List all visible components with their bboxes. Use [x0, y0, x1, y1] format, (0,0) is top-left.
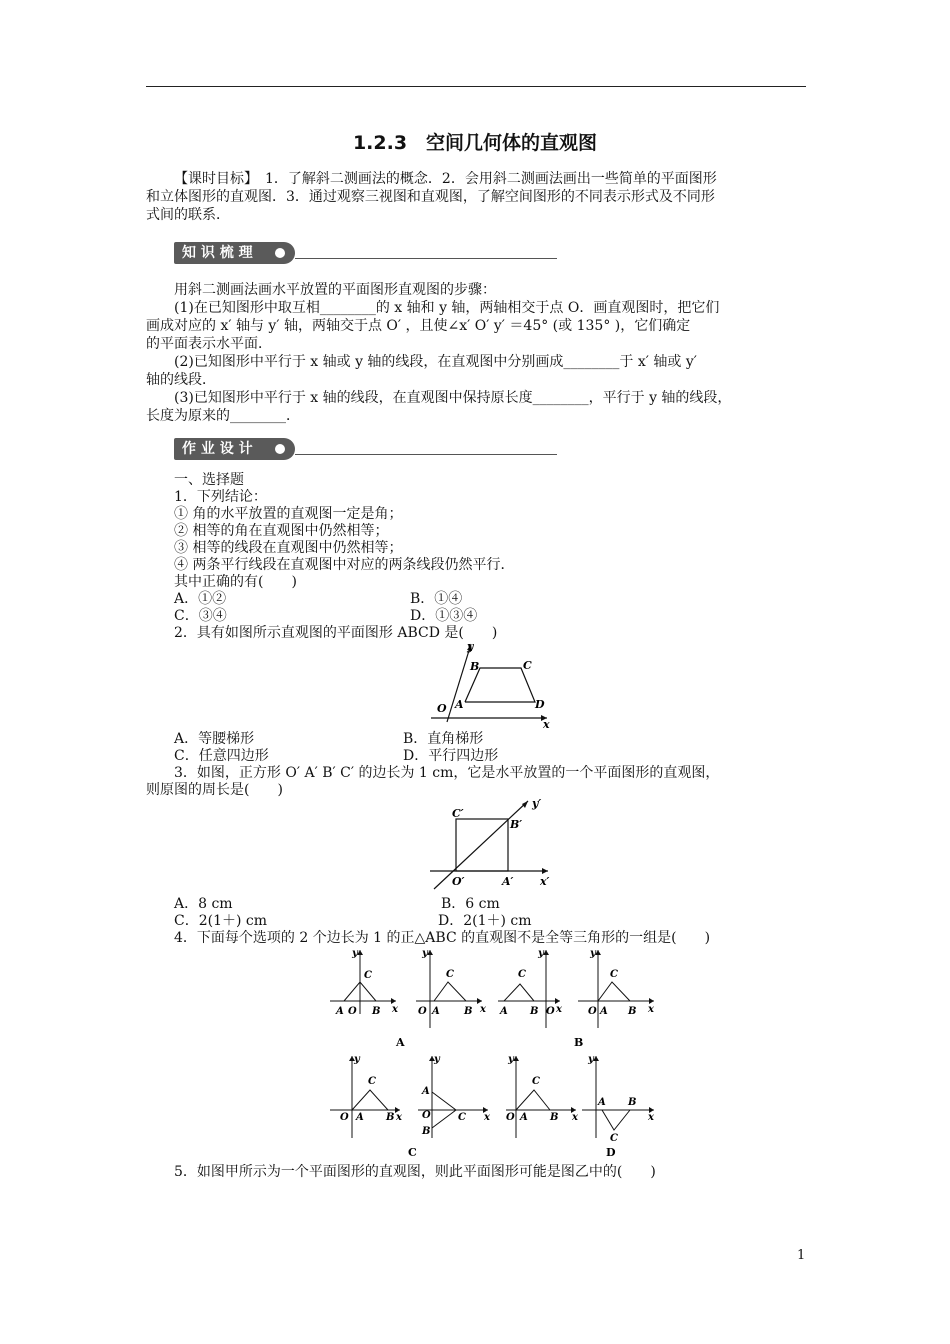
q1-item-3: ③ 相等的线段在直观图中仍然相等； — [174, 540, 403, 556]
knowledge-line-7: (3)已知图形中平行于 x 轴的线段，在直观图中保持原长度________，平行于 y 轴的线段， — [174, 390, 732, 406]
svg-text:O: O — [422, 1110, 431, 1121]
page-title: 1.2.3 空间几何体的直观图 — [352, 132, 598, 154]
q3-label-b: B′ — [510, 818, 523, 831]
svg-text:O: O — [588, 1006, 597, 1017]
svg-text:C: C — [610, 1133, 618, 1144]
q3-label-c: C′ — [452, 807, 464, 820]
section-rule — [295, 454, 557, 455]
svg-text:B: B — [628, 1006, 637, 1017]
svg-text:A: A — [500, 1006, 508, 1017]
q4-option-c-label: C — [408, 1146, 417, 1159]
q1-option-a: A．①② — [174, 591, 227, 607]
q2-trapezoid-figure — [425, 638, 565, 728]
svg-text:C: C — [610, 969, 618, 980]
objectives-line-1: 【课时目标】 1．了解斜二测画法的概念．2．会用斜二测画法画出一些简单的平面图形 — [174, 171, 717, 187]
q3-square-figure — [420, 795, 560, 895]
objectives-line-2: 和立体图形的直观图．3．通过观察三视图和直观图，了解空间图形的不同表示形式及不同形 — [146, 189, 715, 205]
q4-a2-diagram — [416, 948, 487, 1028]
q4-options-ab-figure — [320, 944, 660, 1056]
svg-text:A: A — [520, 1112, 528, 1123]
svg-text:y: y — [422, 948, 428, 959]
q4-option-b-label: B — [574, 1036, 584, 1049]
q4-a1-diagram — [330, 948, 399, 1017]
question-heading: 一、选择题 — [174, 472, 244, 488]
objectives-line-3: 式间的联系． — [146, 207, 230, 223]
q2-label-a: A — [455, 698, 464, 711]
q4-option-a-label: A — [396, 1036, 405, 1049]
svg-text:O: O — [348, 1006, 357, 1017]
section-rule — [295, 258, 557, 259]
svg-text:B: B — [422, 1126, 431, 1137]
svg-text:B: B — [628, 1097, 637, 1108]
q1-item-4: ④ 两条平行线段在直观图中对应的两条线段仍然平行． — [174, 557, 515, 573]
svg-text:A: A — [600, 1006, 608, 1017]
svg-text:x: x — [484, 1112, 490, 1123]
q1-ask: 其中正确的有( ) — [174, 574, 297, 590]
q2-option-a: A．等腰梯形 — [174, 731, 255, 747]
svg-text:y: y — [538, 948, 544, 959]
q2-label-o: O — [437, 702, 447, 715]
bullet-dot-icon — [275, 444, 285, 454]
svg-text:A: A — [422, 1086, 430, 1097]
q1-option-b: B．①④ — [410, 591, 463, 607]
q4-b2-diagram — [578, 948, 655, 1028]
q3-option-d: D．2(1＋) cm — [438, 913, 532, 929]
q1-option-d: D．①③④ — [410, 608, 478, 624]
q4-options-cd-figure — [320, 1050, 660, 1160]
svg-text:O: O — [546, 1006, 555, 1017]
q5-stem: 5．如图甲所示为一个平面图形的直观图，则此平面图形可能是图乙中的( ) — [174, 1164, 656, 1180]
svg-text:y: y — [434, 1054, 440, 1065]
svg-text:A: A — [336, 1006, 344, 1017]
q3-label-x: x′ — [540, 875, 550, 888]
svg-text:C: C — [518, 969, 526, 980]
q4-stem: 4．下面每个选项的 2 个边长为 1 的正△ABC 的直观图不是全等三角形的一组是( ) — [174, 930, 711, 946]
svg-text:x: x — [556, 1004, 562, 1015]
q1-item-1: ① 角的水平放置的直观图一定是角； — [174, 506, 403, 522]
svg-text:C: C — [458, 1112, 466, 1123]
section-homework-label: 作 业 设 计 — [174, 438, 295, 460]
svg-text:x: x — [392, 1004, 398, 1015]
svg-text:B: B — [550, 1112, 559, 1123]
svg-text:B: B — [530, 1006, 539, 1017]
q3-label-a: A′ — [502, 875, 514, 888]
svg-text:x: x — [396, 1112, 402, 1123]
svg-text:x: x — [648, 1004, 654, 1015]
q2-label-x: x — [543, 718, 550, 728]
q3-option-c: C．2(1＋) cm — [174, 913, 268, 929]
svg-text:A: A — [356, 1112, 364, 1123]
svg-text:A: A — [598, 1097, 606, 1108]
svg-text:B: B — [386, 1112, 395, 1123]
q3-stem-1: 3．如图，正方形 O′ A′ B′ C′ 的边长为 1 cm，它是水平放置的一个平面图形的直观图， — [174, 765, 720, 781]
knowledge-line-2: (1)在已知图形中取互相________的 x 轴和 y 轴，两轴相交于点 O．画直观图时，把它们 — [174, 300, 720, 316]
svg-text:y: y — [590, 948, 596, 959]
svg-text:y: y — [508, 1054, 514, 1065]
svg-text:A: A — [432, 1006, 440, 1017]
svg-text:x: x — [648, 1112, 654, 1123]
bullet-dot-icon — [275, 248, 285, 258]
knowledge-line-5: (2)已知图形中平行于 x 轴或 y 轴的线段，在直观图中分别画成________于 x′ 轴或 y′ — [174, 354, 697, 370]
svg-text:C: C — [368, 1076, 376, 1087]
q2-option-b: B．直角梯形 — [403, 731, 484, 747]
q4-d2-diagram — [582, 1054, 655, 1144]
q4-option-d-label: D — [606, 1146, 616, 1159]
q2-label-d: D — [535, 698, 545, 711]
q2-label-c: C — [523, 659, 532, 672]
q3-label-o: O′ — [452, 875, 465, 888]
section-knowledge-label: 知 识 梳 理 — [174, 242, 295, 264]
q4-c1-diagram — [330, 1054, 403, 1138]
page-number: 1 — [797, 1248, 806, 1263]
svg-text:O: O — [506, 1112, 515, 1123]
q1-item-2: ② 相等的角在直观图中仍然相等； — [174, 523, 389, 539]
svg-text:C: C — [446, 969, 454, 980]
svg-text:y: y — [588, 1054, 594, 1065]
q2-option-c: C．任意四边形 — [174, 748, 269, 764]
q1-option-c: C．③④ — [174, 608, 227, 624]
q3-option-b: B．6 cm — [441, 896, 500, 912]
q2-stem: 2．具有如图所示直观图的平面图形 ABCD 是( ) — [174, 625, 498, 641]
q2-label-y: y — [467, 640, 474, 653]
svg-text:y: y — [352, 948, 358, 959]
knowledge-line-1: 用斜二测画法画水平放置的平面图形直观图的步骤： — [174, 282, 496, 298]
svg-text:B: B — [464, 1006, 473, 1017]
q4-c2-diagram — [418, 1054, 491, 1138]
q4-d1-diagram — [506, 1054, 579, 1138]
q2-label-b: B — [470, 660, 480, 673]
svg-text:x: x — [572, 1112, 578, 1123]
svg-text:O: O — [418, 1006, 427, 1017]
svg-text:C: C — [532, 1076, 540, 1087]
knowledge-line-3: 画成对应的 x′ 轴与 y′ 轴，两轴交于点 O′ ，且使∠x′ O′ y′ ＝45° (或 135° )，它们确定 — [146, 318, 691, 334]
q3-label-y: y′ — [532, 797, 542, 810]
knowledge-line-8: 长度为原来的________． — [146, 408, 300, 424]
svg-text:y: y — [354, 1054, 360, 1065]
svg-text:O: O — [340, 1112, 349, 1123]
svg-text:B: B — [372, 1006, 381, 1017]
q3-stem-2: 则原图的周长是( ) — [146, 782, 283, 798]
knowledge-line-4: 的平面表示水平面． — [146, 336, 272, 352]
knowledge-line-6: 轴的线段． — [146, 372, 216, 388]
svg-text:C: C — [364, 970, 372, 981]
q4-b1-diagram — [498, 948, 563, 1028]
q2-option-d: D．平行四边形 — [403, 748, 499, 764]
svg-text:x: x — [480, 1004, 486, 1015]
q1-stem: 1．下列结论： — [174, 489, 267, 505]
header-rule — [146, 86, 806, 87]
q3-option-a: A．8 cm — [174, 896, 233, 912]
